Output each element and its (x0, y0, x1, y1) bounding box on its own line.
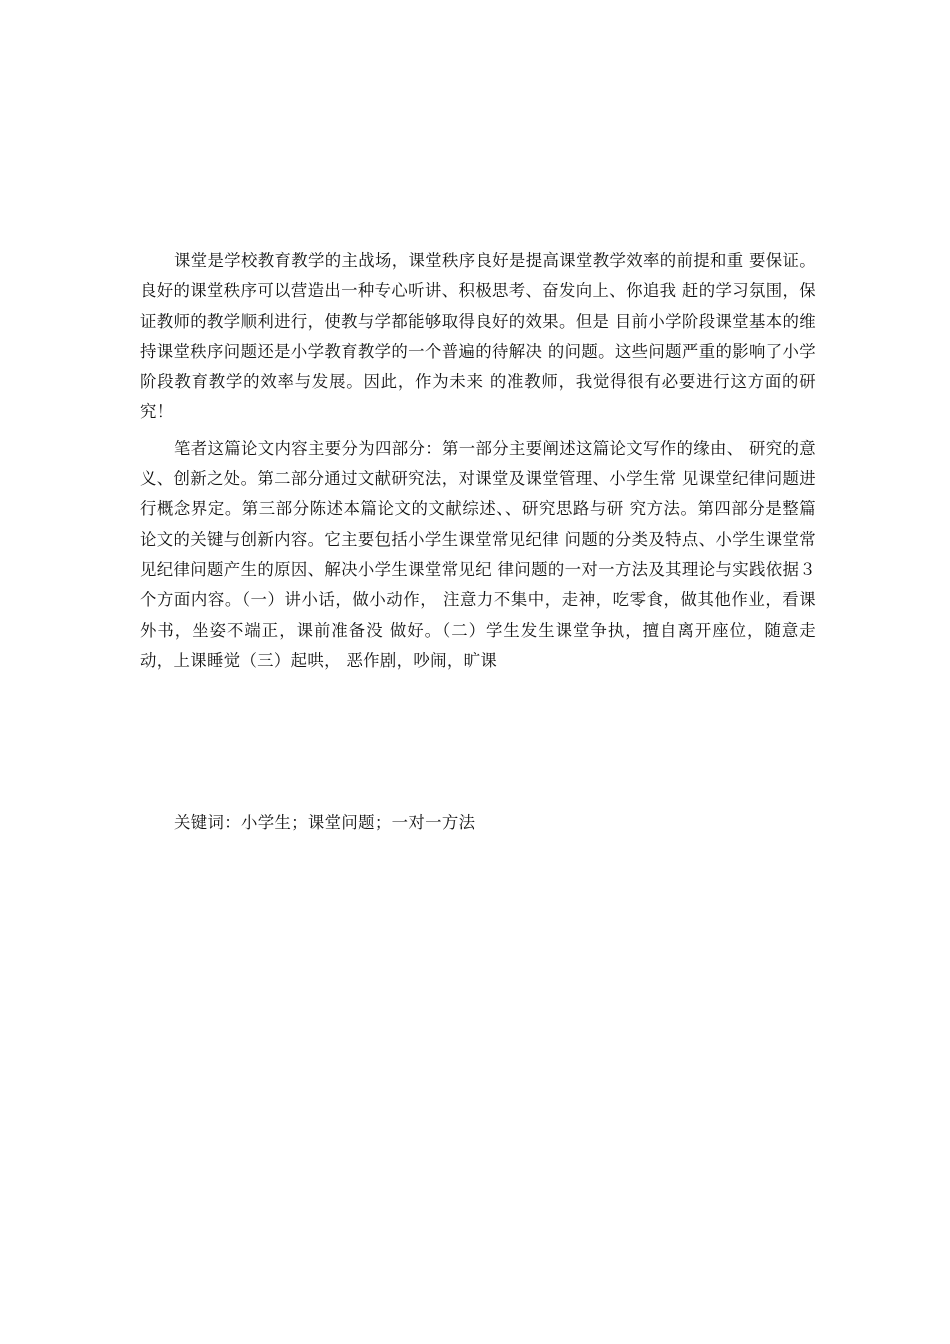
keywords-line: 关键词：小学生；课堂问题；一对一方法 (174, 813, 476, 832)
paragraph-introduction: 课堂是学校教育教学的主战场，课堂秩序良好是提高课堂教学效率的前提和重 要保证。良好的课堂秩序可以营造出一种专心听讲、积极思考、奋发向上、你追我 赶的学习氛围，保证教师的教学顺利进行，使教与学都能够取得良好的效果。但是 目前小学阶段课堂基本的维持课堂秩序问题还是小学教育教学的一个普遍的待解决 的问题。这些问题严重的影响了小学阶段教育教学的效率与发展。因此，作为未来 的准教师，我觉得很有必要进行这方面的研究！ (140, 251, 816, 422)
paragraph-structure: 笔者这篇论文内容主要分为四部分：第一部分主要阐述这篇论文写作的缘由、 研究的意义、创新之处。第二部分通过文献研究法，对课堂及课堂管理、小学生常 见课堂纪律问题进行概念界定。第三部分陈述本篇论文的文献综述、、研究思路与研 究方法。第四部分是整篇论文的关键与创新内容。它主要包括小学生课堂常见纪律 问题的分类及特点、小学生课堂常见纪律问题产生的原因、解决小学生课堂常见纪 律问题的一对一方法及其理论与实践依据３个方面内容。（一）讲小话，做小动作， 注意力不集中，走神，吃零食，做其他作业，看课外书，坐姿不端正，课前准备没 做好。（二）学生发生课堂争执，擅自离开座位，随意走动，上课睡觉（三）起哄， 恶作剧，吵闹，旷课 (140, 438, 816, 670)
abstract-body (140, 246, 816, 676)
